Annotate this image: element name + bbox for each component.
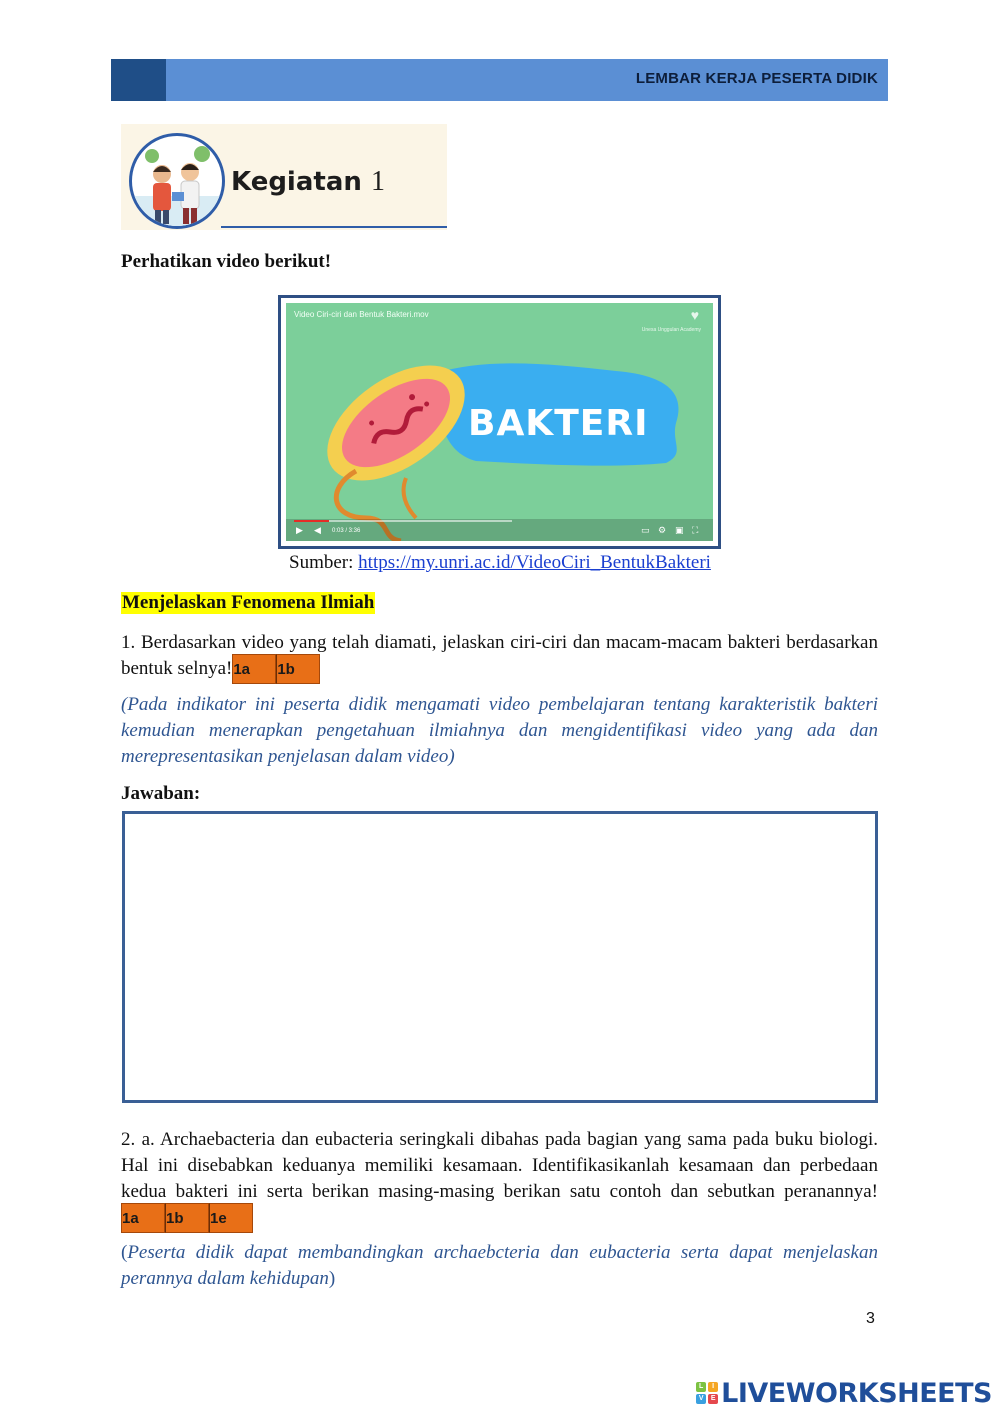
answer-box[interactable] [122,811,878,1103]
video-frame[interactable] [278,295,721,549]
kegiatan-label: Kegiatan [231,167,362,197]
heart-logo-icon: ♥ [690,309,699,324]
kegiatan-banner [121,124,447,230]
note-close-paren: ) [328,1268,336,1289]
liveworksheets-icon [696,1382,718,1404]
video-title: Video Ciri-ciri dan Bentuk Bakteri.mov [294,310,429,319]
source-prefix: Sumber: [289,552,359,573]
kegiatan-title [231,166,385,198]
question-1-note: (Pada indikator ini peserta didik mengamati video pembelajaran tentang karakteristik bakteri kemudian menerapkan pengetahuan ilmiahnya dan mengidentifikasi video yang ada dan merepresentasikan penjelasan dalam video) [121,694,878,767]
instruction-text: Perhatikan video berikut! [121,251,332,272]
tag-1b: 1b [276,654,320,684]
tag-1e: 1e [209,1203,253,1233]
liveworksheets-text: LIVEWORKSHEETS [721,1377,992,1409]
tag-1a: 1a [121,1203,165,1233]
question-2 [121,1127,878,1235]
video-overlay-text: BAKTERI [468,403,649,444]
header-accent-block [111,59,166,101]
note-open-paren: ( [121,1242,128,1263]
question-1-tags [232,654,320,684]
question-2-note [121,1240,878,1292]
kegiatan-underline [221,226,447,228]
answer-label: Jawaban: [121,783,201,804]
header-title: LEMBAR KERJA PESERTA DIDIK [635,70,878,87]
video-progress-bar[interactable] [294,520,512,522]
source-link[interactable]: https://my.unri.ac.id/VideoCiri_BentukBakteri [358,552,711,573]
liveworksheets-logo [696,1373,992,1413]
logo-letter-e: E [708,1394,718,1404]
video-progress-fill [294,520,329,522]
question-1-text: 1. Berdasarkan video yang telah diamati, jelaskan ciri-ciri dan macam-macam bakteri berdasarkan bentuk selnya! [121,632,878,679]
miniplayer-icon[interactable]: ▣ [675,526,684,536]
logo-letter-l: L [696,1382,706,1392]
logo-letter-v: V [696,1394,706,1404]
students-illustration [129,133,225,229]
fullscreen-icon[interactable]: ⛶ [692,526,699,536]
video-controls [286,519,713,541]
kegiatan-number: 1 [370,166,385,197]
question-1 [121,630,878,686]
video-logo-text: Unesa Unggulan Academy [641,327,701,333]
video-time: 0:03 / 3:36 [332,528,361,534]
header-bar [111,59,888,101]
logo-letter-i: I [708,1382,718,1392]
tag-1b: 1b [165,1203,209,1233]
captions-icon[interactable]: ▭ [641,526,650,536]
tag-1a: 1a [232,654,276,684]
question-2-tags [121,1203,253,1233]
video-source [0,552,1000,574]
question-2-text: 2. a. Archaebacteria dan eubacteria seringkali dibahas pada bagian yang sama pada buku biologi. Hal ini disebabkan keduanya memiliki kesamaan. Identifikasikanlah kesamaan dan perbedaan kedua bakteri ini serta berikan masing-masing berikan satu contoh dan sebutkan peranannya! [121,1129,878,1202]
video-player[interactable] [286,303,713,541]
play-icon[interactable]: ▶ [296,526,303,536]
section-heading: Menjelaskan Fenomena Ilmiah [122,592,375,613]
question-2-note-text: Peserta didik dapat membandingkan archaebcteria dan eubacteria serta dapat menjelaskan perannya dalam kehidupan [121,1242,878,1289]
volume-icon[interactable]: ◀ [314,526,321,536]
settings-icon[interactable]: ⚙ [658,526,667,536]
page-number: 3 [866,1310,875,1327]
